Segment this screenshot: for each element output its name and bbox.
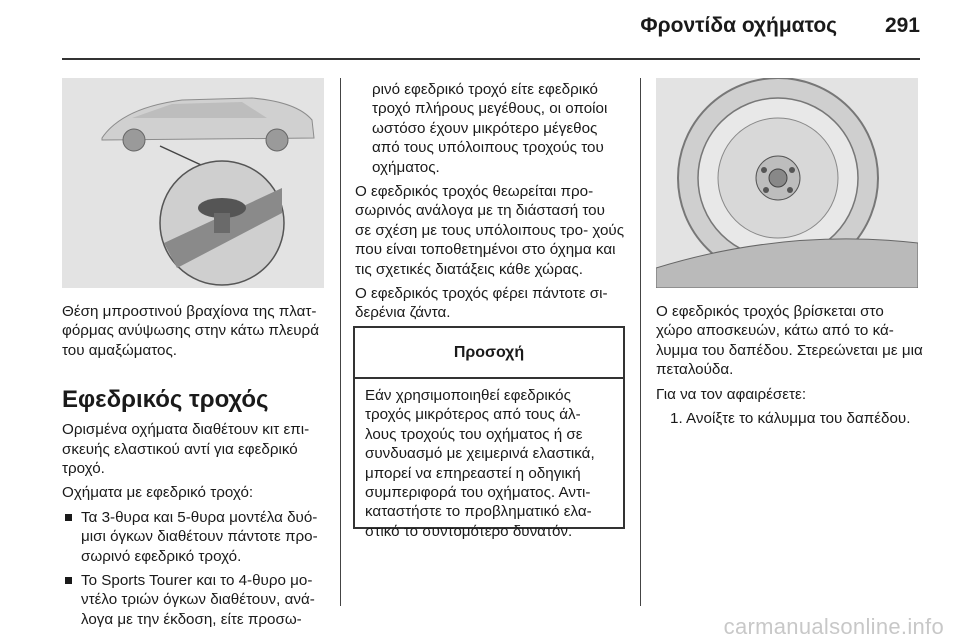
section-title: Φροντίδα οχήματος xyxy=(640,14,838,37)
bullet-text: Τα 3-θυρα και 5-θυρα μοντέλα δυό- μισι όγκων διαθέτουν πάντοτε προ- σωρινό εφεδρικό τροχό. xyxy=(81,508,318,565)
bullet-text: Το Sports Tourer και το 4-θυρο μο- ντέλο τριών όγκων διαθέτουν, ανά- λογα με την έκδοση, είτε προσω- xyxy=(81,572,315,628)
figure-caption: Θέση μπροστινού βραχίονα της πλατ- φόρμας ανύψωσης στην κάτω πλευρά του αμαξώματος. xyxy=(62,303,319,359)
column-1 xyxy=(62,302,330,634)
lift-point-illustration xyxy=(62,78,324,288)
paragraph: Ορισμένα οχήματα διαθέτουν κιτ επι- σκευής ελαστικού αντί για εφεδρικό τροχό. xyxy=(62,421,310,478)
page-header xyxy=(640,14,920,38)
page-number: 291 xyxy=(884,14,920,37)
section-heading: Εφεδρικός τροχός xyxy=(62,386,269,414)
bullet-square-icon xyxy=(65,514,72,521)
column-3 xyxy=(656,302,924,433)
paragraph: Ο εφεδρικός τροχός βρίσκεται στο χώρο αποσκευών, κάτω από το κά- λυμμα του δαπέδου. Στερεώνεται με μια πεταλούδα. xyxy=(656,303,923,379)
column-divider xyxy=(640,78,641,606)
bullet-item xyxy=(62,508,330,566)
column-2 xyxy=(355,80,625,328)
caution-box xyxy=(353,326,625,540)
paragraph: Ο εφεδρικός τροχός θεωρείται προ- σωρινός ανάλογα με τη διάστασή του σε σχέση με τους υπόλοιπους τρο- χούς που είναι τοποθετημένοι στο όχημα και τις σχετικές διατάξεις κάθε χώρας. xyxy=(355,183,625,278)
bullet-item xyxy=(62,571,330,629)
watermark: carmanualsonline.info xyxy=(723,614,944,639)
caution-title: Προσοχή xyxy=(355,328,623,379)
continued-bullet-text: ρινό εφεδρικό τροχό είτε εφεδρικό τροχό πλήρους μεγέθους, οι οποίοι ωστόσο έχουν μικρότερο μέγεθος από τους υπόλοιπους τροχούς του οχήματος. xyxy=(372,81,608,176)
paragraph: Ο εφεδρικός τροχός φέρει πάντοτε σι- δερένια ζάντα. xyxy=(355,285,608,322)
caution-text: Εάν χρησιμοποιηθεί εφεδρικός τροχός μικρότερος από τους άλ- λους τροχούς του οχήματος ή σε συνδυασμό με χειμερινά ελαστικά, μπορεί να επηρεαστεί η οδηγική συμπεριφορά του οχήματος. Αντι- καταστήστε το προβληματικό ελα- στικό το συντομότερο δυνατόν. xyxy=(365,387,595,540)
spare-wheel-illustration xyxy=(656,78,918,288)
paragraph: Για να τον αφαιρέσετε: xyxy=(656,385,807,403)
numbered-step: 1. Ανοίξτε το κάλυμμα του δαπέδου. xyxy=(670,410,911,428)
paragraph: Οχήματα με εφεδρικό τροχό: xyxy=(62,484,254,502)
header-rule xyxy=(62,58,920,60)
column-divider xyxy=(340,78,341,606)
bullet-square-icon xyxy=(65,577,72,584)
